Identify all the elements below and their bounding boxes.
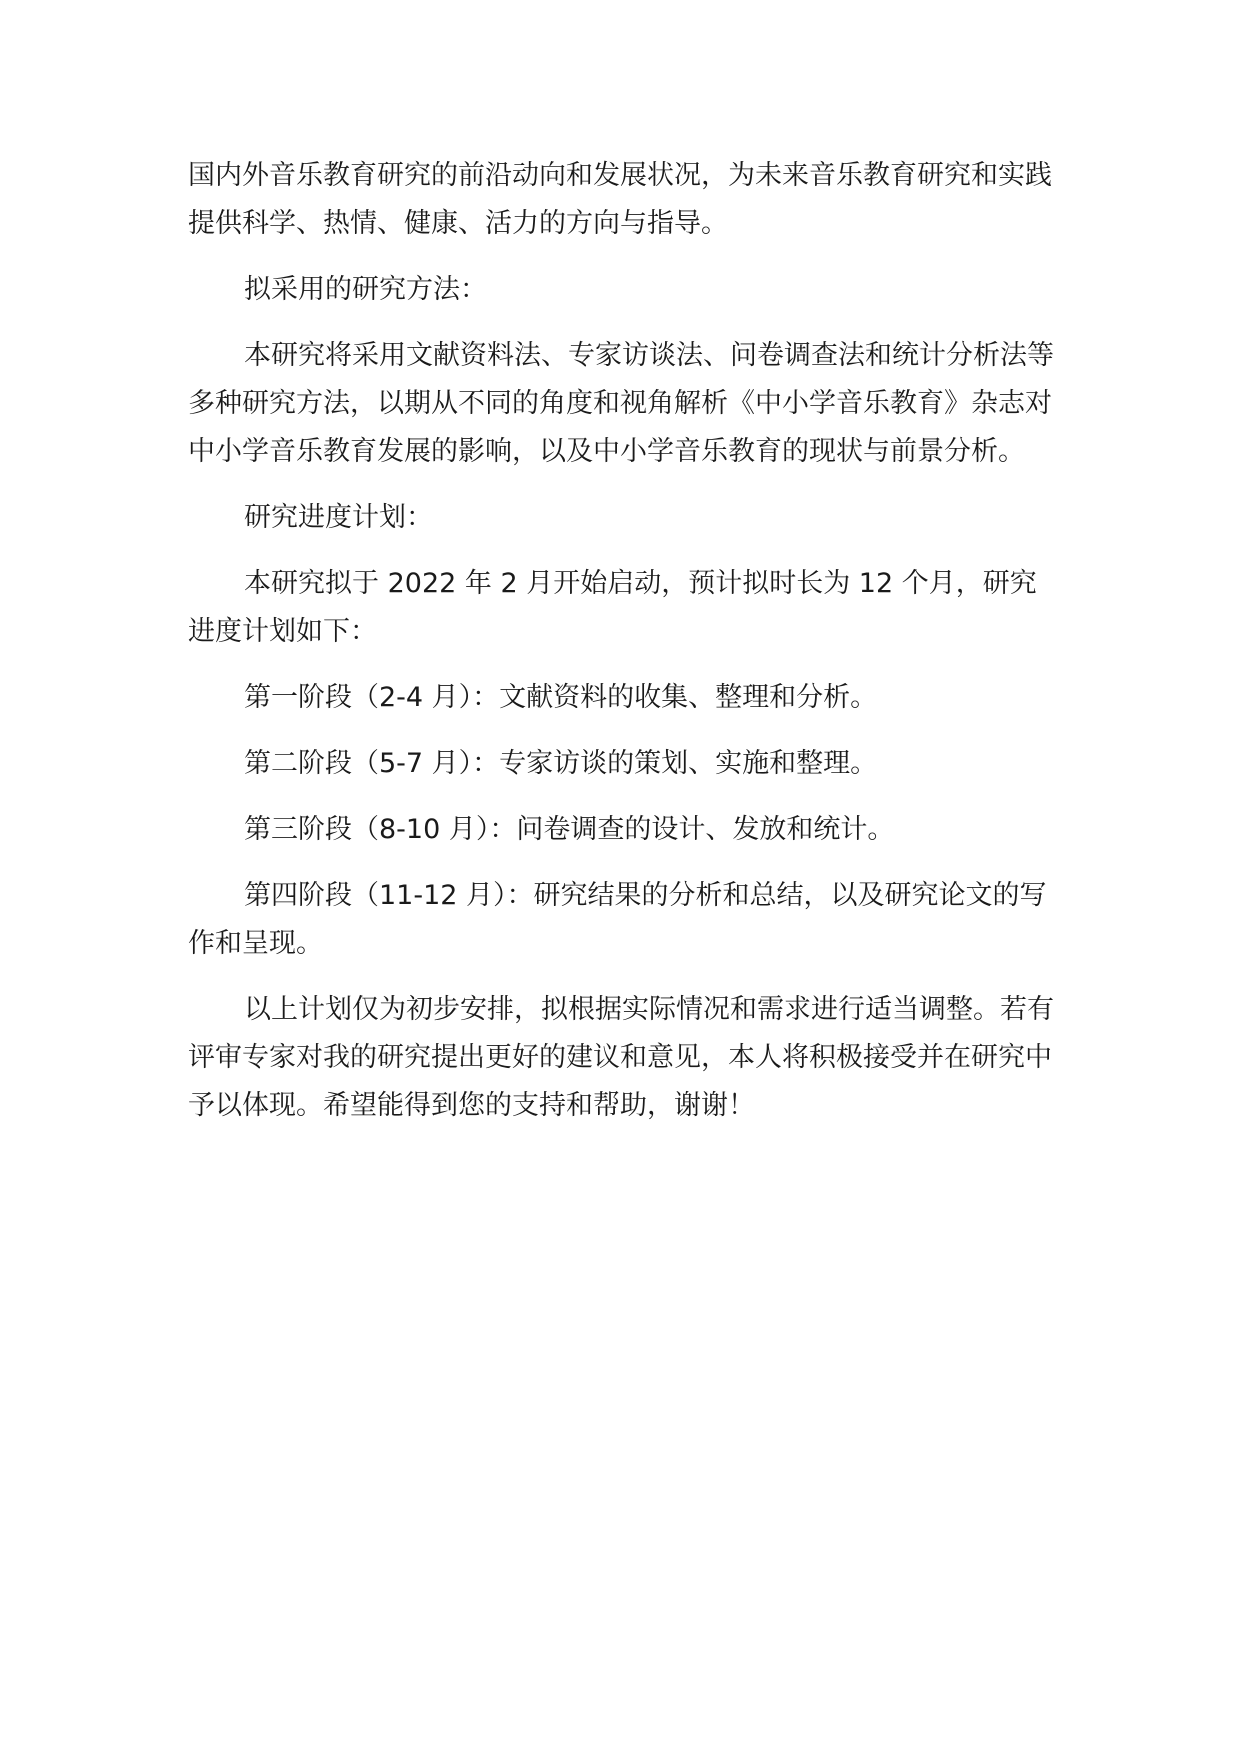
paragraph-intro-continuation: 国内外音乐教育研究的前沿动向和发展状况，为未来音乐教育研究和实践提供科学、热情、健康、活力的方向与指导。 [188,160,1052,239]
heading-schedule: 研究进度计划： [244,502,433,533]
schedule-stage-4: 第四阶段（11-12 月）：研究结果的分析和总结，以及研究论文的写作和呈现。 [188,880,1047,959]
paragraph-schedule-intro: 本研究拟于 2022 年 2 月开始启动，预计拟时长为 12 个月，研究进度计划如下： [188,568,1037,647]
document-body [188,152,1056,1148]
paragraph-closing: 以上计划仅为初步安排，拟根据实际情况和需求进行适当调整。若有评审专家对我的研究提出更好的建议和意见，本人将积极接受并在研究中予以体现。希望能得到您的支持和帮助，谢谢！ [188,994,1054,1121]
schedule-stage-1: 第一阶段（2-4 月）：文献资料的收集、整理和分析。 [244,682,878,713]
heading-research-methods: 拟采用的研究方法： [244,274,487,305]
schedule-stage-2: 第二阶段（5-7 月）：专家访谈的策划、实施和整理。 [244,748,878,779]
paragraph-research-methods: 本研究将采用文献资料法、专家访谈法、问卷调查法和统计分析法等多种研究方法，以期从不同的角度和视角解析《中小学音乐教育》杂志对中小学音乐教育发展的影响，以及中小学音乐教育的现状与前景分析。 [188,340,1054,467]
schedule-stage-3: 第三阶段（8-10 月）：问卷调查的设计、发放和统计。 [244,814,895,845]
